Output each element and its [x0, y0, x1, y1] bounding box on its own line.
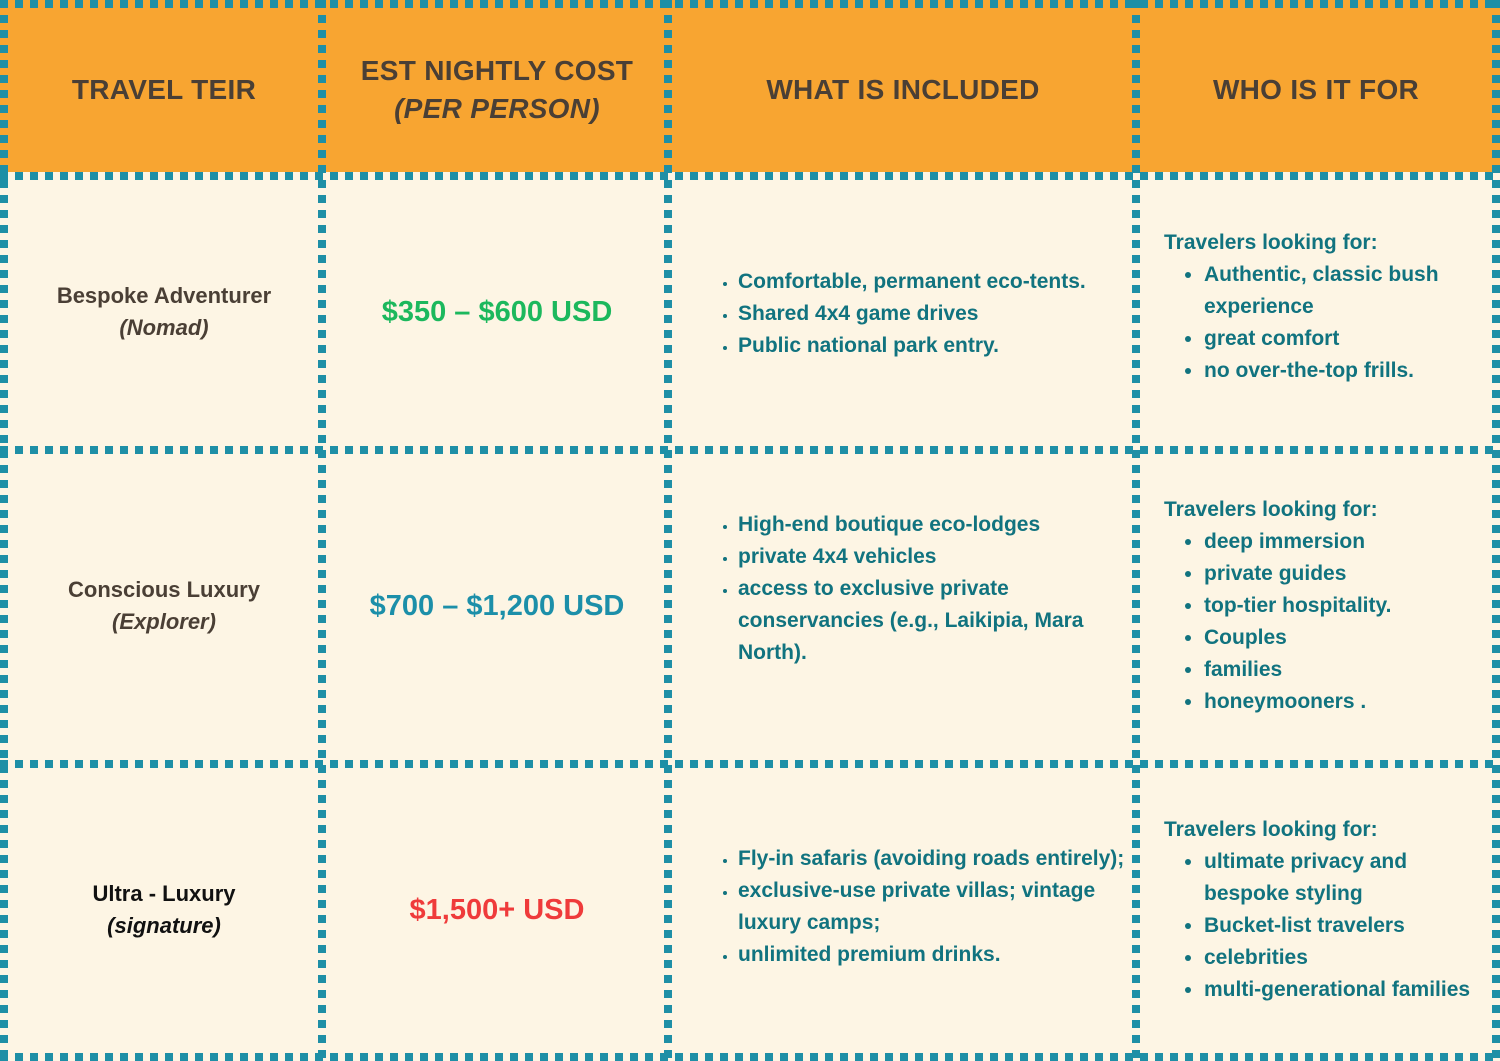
- header-what-included-label: WHAT IS INCLUDED: [766, 74, 1040, 105]
- tier-name: Ultra - Luxury: [92, 881, 236, 906]
- header-nightly-cost: [328, 8, 666, 172]
- who-item: • great comfort: [1204, 323, 1490, 355]
- grid-line-col-1: [318, 0, 326, 1061]
- included-item: • Public national park entry.: [738, 330, 1126, 362]
- header-who-for-label: WHO IS IT FOR: [1212, 74, 1420, 105]
- included-item: • Shared 4x4 game drives: [738, 298, 1126, 330]
- who-list: [1164, 259, 1490, 387]
- table-row-3-who: [1164, 770, 1490, 1050]
- who-item: • top-tier hospitality.: [1204, 590, 1490, 622]
- header-what-included: [674, 8, 1132, 172]
- included-item: • Fly-in safaris (avoiding roads entirely);: [738, 843, 1126, 875]
- header-travel-tier: [8, 8, 320, 172]
- table-row-2-tier: [8, 456, 320, 756]
- grid-line-row-1-bottom: [0, 446, 1500, 454]
- grid-line-col-2: [664, 0, 672, 1061]
- who-list: [1164, 526, 1490, 718]
- grid-line-header-bottom: [0, 172, 1500, 180]
- header-nightly-cost-label: EST NIGHTLY COST: [360, 55, 634, 86]
- included-item: • unlimited premium drinks.: [738, 939, 1126, 971]
- who-item: • ultimate privacy and bespoke styling: [1204, 846, 1490, 910]
- included-list: [710, 266, 1126, 362]
- who-title: Travelers looking for:: [1164, 231, 1378, 254]
- table-row-1-tier: [8, 180, 320, 444]
- who-item: • no over-the-top frills.: [1204, 355, 1490, 387]
- table-row-2-who: [1164, 456, 1490, 756]
- tier-subtitle: (signature): [107, 913, 221, 938]
- grid-line-col-3: [1132, 0, 1140, 1061]
- header-travel-tier-label: TRAVEL TEIR: [71, 74, 257, 105]
- table-row-3-price: [328, 770, 666, 1050]
- who-item: • celebrities: [1204, 942, 1490, 974]
- included-item: • High-end boutique eco-lodges: [738, 509, 1126, 541]
- who-list: [1164, 846, 1490, 1006]
- table-row-1-who: [1164, 180, 1490, 444]
- table-row-1-price: [328, 180, 666, 444]
- tier-subtitle: (Nomad): [119, 315, 209, 340]
- included-item: • private 4x4 vehicles: [738, 541, 1126, 573]
- tier-subtitle: (Explorer): [112, 609, 216, 634]
- who-item: • Bucket-list travelers: [1204, 910, 1490, 942]
- table-row-3-tier: [8, 770, 320, 1050]
- grid-line-row-2-bottom: [0, 760, 1500, 768]
- who-item: • Couples: [1204, 622, 1490, 654]
- who-title: Travelers looking for:: [1164, 498, 1378, 521]
- included-item: • Comfortable, permanent eco-tents.: [738, 266, 1126, 298]
- table-row-3-included: [710, 770, 1126, 1050]
- header-nightly-cost-sub: (PER PERSON): [394, 93, 600, 124]
- price-value: $700 – $1,200 USD: [369, 589, 625, 622]
- tier-name: Bespoke Adventurer: [56, 283, 272, 308]
- included-item: • access to exclusive private conservancies (e.g., Laikipia, Mara North).: [738, 573, 1126, 669]
- table-row-2-included: [710, 456, 1126, 756]
- who-item: • families: [1204, 654, 1490, 686]
- who-item: • private guides: [1204, 558, 1490, 590]
- who-item: • multi-generational families: [1204, 974, 1490, 1006]
- included-list: [710, 843, 1126, 971]
- included-list: [710, 509, 1126, 669]
- grid-line-right: [1492, 0, 1500, 1061]
- who-item: • honeymooners .: [1204, 686, 1490, 718]
- price-value: $350 – $600 USD: [381, 295, 613, 328]
- price-value: $1,500+ USD: [409, 893, 585, 926]
- table-row-2-price: [328, 456, 666, 756]
- who-title: Travelers looking for:: [1164, 818, 1378, 841]
- grid-line-left: [0, 0, 8, 1061]
- who-item: • Authentic, classic bush experience: [1204, 259, 1490, 323]
- included-item: • exclusive-use private villas; vintage luxury camps;: [738, 875, 1126, 939]
- tier-name: Conscious Luxury: [68, 577, 260, 602]
- header-who-for: [1140, 8, 1492, 172]
- who-item: • deep immersion: [1204, 526, 1490, 558]
- grid-line-top: [0, 0, 1500, 8]
- grid-line-bottom: [0, 1053, 1500, 1061]
- table-row-1-included: [710, 180, 1126, 444]
